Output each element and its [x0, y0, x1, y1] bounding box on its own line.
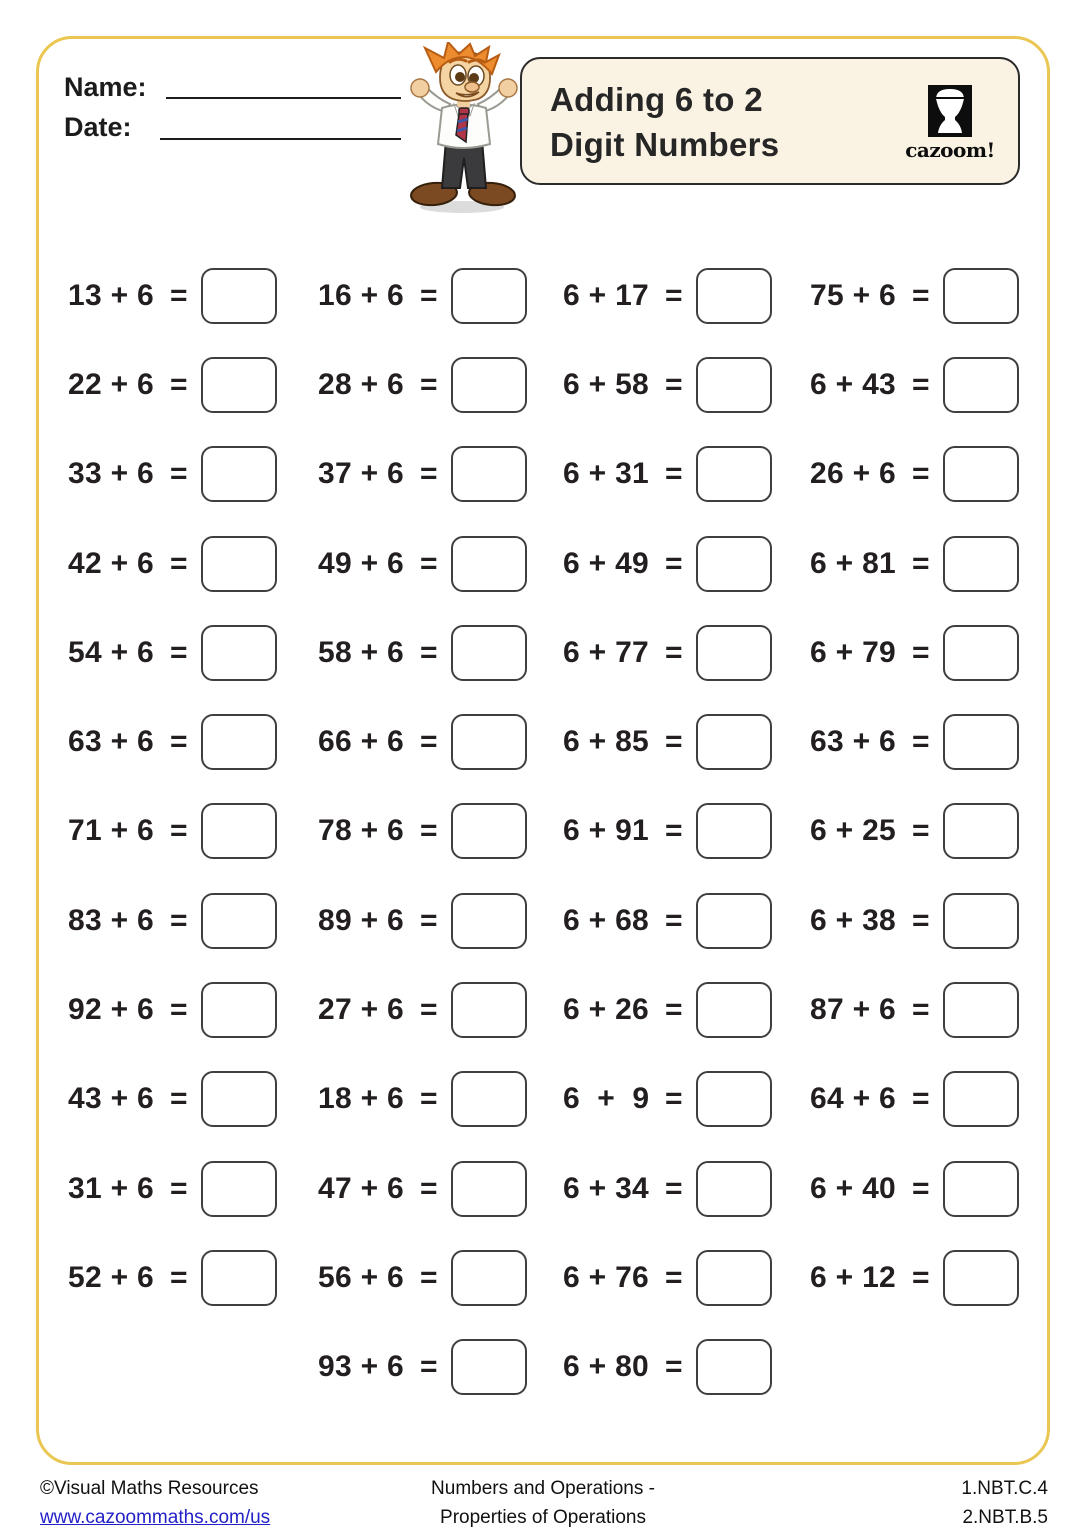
problem-cell	[563, 340, 810, 429]
equals-sign: =	[420, 725, 438, 759]
problem-expression: 6 + 43	[810, 367, 897, 401]
problem-expression: 64 + 6	[810, 1082, 897, 1116]
problem-expression: 52 + 6	[68, 1260, 155, 1294]
problem-expression: 6 + 12	[810, 1260, 897, 1294]
equals-sign: =	[912, 1260, 930, 1294]
problem-cell	[68, 876, 318, 965]
problem-cell	[318, 965, 563, 1054]
answer-box[interactable]	[696, 357, 772, 413]
problem-cell	[318, 876, 563, 965]
problem-cell	[318, 430, 563, 519]
problem-expression: 18 + 6	[318, 1082, 405, 1116]
name-field-line[interactable]	[166, 97, 401, 99]
problem-cell	[563, 251, 810, 340]
answer-box[interactable]	[696, 1339, 772, 1395]
problem-cell	[318, 1055, 563, 1144]
answer-box[interactable]	[943, 536, 1019, 592]
answer-box[interactable]	[451, 536, 527, 592]
answer-box[interactable]	[696, 446, 772, 502]
equals-sign: =	[912, 546, 930, 580]
answer-box[interactable]	[201, 1071, 277, 1127]
footer-topic-block	[0, 1474, 1086, 1532]
title-line-1: Adding 6 to 2	[550, 81, 763, 118]
problem-expression: 6 + 9	[563, 1082, 650, 1116]
problem-cell	[810, 876, 1048, 965]
answer-box[interactable]	[943, 625, 1019, 681]
answer-box[interactable]	[451, 803, 527, 859]
equals-sign: =	[170, 814, 188, 848]
problem-cell	[563, 1233, 810, 1322]
problem-expression: 58 + 6	[318, 635, 405, 669]
answer-box[interactable]	[201, 357, 277, 413]
problem-expression: 6 + 77	[563, 635, 650, 669]
problem-cell	[68, 608, 318, 697]
answer-box[interactable]	[451, 1071, 527, 1127]
problem-expression: 28 + 6	[318, 367, 405, 401]
problem-cell	[68, 1055, 318, 1144]
problem-expression: 26 + 6	[810, 457, 897, 491]
answer-box[interactable]	[201, 1250, 277, 1306]
problem-expression: 6 + 38	[810, 903, 897, 937]
website-link[interactable]: www.cazoommaths.com/us	[40, 1507, 271, 1528]
problem-cell	[68, 1233, 318, 1322]
problem-expression: 71 + 6	[68, 814, 155, 848]
problem-cell	[810, 251, 1048, 340]
equals-sign: =	[665, 1260, 683, 1294]
answer-box[interactable]	[696, 714, 772, 770]
answer-box[interactable]	[943, 893, 1019, 949]
equals-sign: =	[665, 635, 683, 669]
equals-sign: =	[912, 903, 930, 937]
problem-expression: 6 + 81	[810, 546, 897, 580]
problem-cell	[318, 608, 563, 697]
equals-sign: =	[912, 635, 930, 669]
equals-sign: =	[420, 1260, 438, 1294]
problem-cell	[318, 1323, 563, 1412]
equals-sign: =	[170, 546, 188, 580]
mascot-illustration	[398, 42, 530, 214]
equals-sign: =	[170, 1082, 188, 1116]
problem-cell	[68, 251, 318, 340]
answer-box[interactable]	[201, 625, 277, 681]
problem-cell	[810, 1055, 1048, 1144]
problem-cell	[563, 697, 810, 786]
answer-box[interactable]	[696, 1250, 772, 1306]
answer-box[interactable]	[696, 268, 772, 324]
equals-sign: =	[170, 1260, 188, 1294]
cazoom-logo-word: cazoom!	[905, 138, 995, 162]
equals-sign: =	[420, 993, 438, 1027]
name-label: Name:	[64, 72, 147, 102]
problem-expression: 6 + 79	[810, 635, 897, 669]
answer-box[interactable]	[451, 982, 527, 1038]
equals-sign: =	[420, 903, 438, 937]
equals-sign: =	[170, 1171, 188, 1205]
problem-cell	[563, 876, 810, 965]
equals-sign: =	[912, 725, 930, 759]
equals-sign: =	[912, 814, 930, 848]
answer-box[interactable]	[696, 803, 772, 859]
answer-box[interactable]	[943, 357, 1019, 413]
equals-sign: =	[665, 278, 683, 312]
equals-sign: =	[420, 278, 438, 312]
answer-box[interactable]	[696, 1071, 772, 1127]
problem-expression: 6 + 68	[563, 903, 650, 937]
problem-cell	[810, 1144, 1048, 1233]
equals-sign: =	[170, 367, 188, 401]
equals-sign: =	[170, 635, 188, 669]
problems-grid	[68, 251, 1048, 1412]
answer-box[interactable]	[696, 982, 772, 1038]
title-box	[520, 57, 1020, 185]
problem-cell	[68, 965, 318, 1054]
answer-box[interactable]	[943, 268, 1019, 324]
equals-sign: =	[170, 903, 188, 937]
answer-box[interactable]	[943, 714, 1019, 770]
equals-sign: =	[420, 546, 438, 580]
problem-expression: 6 + 25	[810, 814, 897, 848]
problem-expression: 78 + 6	[318, 814, 405, 848]
problem-expression: 6 + 49	[563, 546, 650, 580]
worksheet-title	[550, 77, 779, 167]
problem-expression: 6 + 58	[563, 367, 650, 401]
equals-sign: =	[420, 1171, 438, 1205]
equals-sign: =	[665, 457, 683, 491]
problem-cell	[68, 697, 318, 786]
answer-box[interactable]	[696, 625, 772, 681]
problem-cell	[563, 787, 810, 876]
answer-box[interactable]	[943, 446, 1019, 502]
problem-cell	[318, 519, 563, 608]
problem-expression: 22 + 6	[68, 367, 155, 401]
problem-expression: 75 + 6	[810, 278, 897, 312]
answer-box[interactable]	[943, 982, 1019, 1038]
problem-cell	[68, 340, 318, 429]
problem-expression: 6 + 26	[563, 993, 650, 1027]
problem-cell	[318, 787, 563, 876]
standard-code-1: 1.NBT.C.4	[961, 1478, 1048, 1499]
equals-sign: =	[912, 278, 930, 312]
problem-expression: 6 + 40	[810, 1171, 897, 1205]
equals-sign: =	[665, 1350, 683, 1384]
problem-expression: 6 + 85	[563, 725, 650, 759]
problem-cell	[563, 519, 810, 608]
answer-box[interactable]	[451, 268, 527, 324]
problem-expression: 6 + 91	[563, 814, 650, 848]
problem-cell	[68, 430, 318, 519]
problem-cell	[810, 697, 1048, 786]
problem-expression: 42 + 6	[68, 546, 155, 580]
problem-cell	[68, 1323, 318, 1412]
equals-sign: =	[665, 1082, 683, 1116]
equals-sign: =	[912, 1082, 930, 1116]
problem-expression: 63 + 6	[810, 725, 897, 759]
equals-sign: =	[665, 367, 683, 401]
problem-cell	[563, 1144, 810, 1233]
equals-sign: =	[912, 367, 930, 401]
answer-box[interactable]	[201, 536, 277, 592]
problem-cell	[810, 340, 1048, 429]
problem-cell	[810, 1233, 1048, 1322]
answer-box[interactable]	[201, 893, 277, 949]
problem-cell	[318, 340, 563, 429]
equals-sign: =	[420, 367, 438, 401]
problem-expression: 6 + 17	[563, 278, 650, 312]
problem-cell	[810, 608, 1048, 697]
problem-expression: 92 + 6	[68, 993, 155, 1027]
answer-box[interactable]	[943, 1161, 1019, 1217]
problem-cell	[318, 1144, 563, 1233]
equals-sign: =	[665, 725, 683, 759]
problem-expression: 83 + 6	[68, 903, 155, 937]
answer-box[interactable]	[201, 268, 277, 324]
problem-expression: 87 + 6	[810, 993, 897, 1027]
problem-expression: 6 + 31	[563, 457, 650, 491]
problem-cell	[810, 965, 1048, 1054]
problem-expression: 56 + 6	[318, 1260, 405, 1294]
answer-box[interactable]	[451, 714, 527, 770]
equals-sign: =	[420, 1082, 438, 1116]
equals-sign: =	[420, 1350, 438, 1384]
footer-standards-block	[961, 1474, 1048, 1532]
equals-sign: =	[665, 814, 683, 848]
problem-expression: 6 + 34	[563, 1171, 650, 1205]
standard-code-2: 2.NBT.B.5	[962, 1507, 1048, 1528]
problem-cell	[810, 430, 1048, 519]
equals-sign: =	[665, 903, 683, 937]
cazoom-drum-icon	[928, 85, 972, 137]
problem-expression: 33 + 6	[68, 457, 155, 491]
equals-sign: =	[912, 457, 930, 491]
equals-sign: =	[170, 725, 188, 759]
problem-expression: 43 + 6	[68, 1082, 155, 1116]
equals-sign: =	[420, 635, 438, 669]
equals-sign: =	[665, 546, 683, 580]
answer-box[interactable]	[696, 893, 772, 949]
problem-expression: 89 + 6	[318, 903, 405, 937]
cazoom-logo	[905, 85, 995, 162]
problem-cell	[318, 251, 563, 340]
answer-box[interactable]	[943, 1071, 1019, 1127]
problem-cell	[563, 608, 810, 697]
problem-cell	[68, 1144, 318, 1233]
equals-sign: =	[665, 993, 683, 1027]
problem-expression: 63 + 6	[68, 725, 155, 759]
equals-sign: =	[912, 1171, 930, 1205]
equals-sign: =	[420, 457, 438, 491]
answer-box[interactable]	[451, 1250, 527, 1306]
copyright-text: ©Visual Maths Resources	[40, 1478, 259, 1499]
problem-expression: 6 + 76	[563, 1260, 650, 1294]
answer-box[interactable]	[201, 982, 277, 1038]
problem-cell	[563, 430, 810, 519]
answer-box[interactable]	[451, 1339, 527, 1395]
equals-sign: =	[420, 814, 438, 848]
problem-expression: 93 + 6	[318, 1350, 405, 1384]
answer-box[interactable]	[201, 1161, 277, 1217]
problem-cell	[810, 519, 1048, 608]
problem-expression: 6 + 80	[563, 1350, 650, 1384]
answer-box[interactable]	[943, 1250, 1019, 1306]
problem-expression: 27 + 6	[318, 993, 405, 1027]
problem-cell	[318, 1233, 563, 1322]
equals-sign: =	[170, 278, 188, 312]
problem-expression: 37 + 6	[318, 457, 405, 491]
answer-box[interactable]	[696, 536, 772, 592]
topic-line-2: Properties of Operations	[440, 1507, 646, 1528]
equals-sign: =	[170, 993, 188, 1027]
problem-expression: 31 + 6	[68, 1171, 155, 1205]
answer-box[interactable]	[201, 446, 277, 502]
answer-box[interactable]	[451, 446, 527, 502]
answer-box[interactable]	[451, 625, 527, 681]
equals-sign: =	[912, 993, 930, 1027]
equals-sign: =	[170, 457, 188, 491]
topic-line-1: Numbers and Operations -	[431, 1478, 655, 1499]
answer-box[interactable]	[451, 357, 527, 413]
problem-cell	[68, 519, 318, 608]
problem-expression: 13 + 6	[68, 278, 155, 312]
answer-box[interactable]	[696, 1161, 772, 1217]
answer-box[interactable]	[451, 1161, 527, 1217]
answer-box[interactable]	[201, 714, 277, 770]
problem-cell	[318, 697, 563, 786]
problem-expression: 54 + 6	[68, 635, 155, 669]
problem-expression: 47 + 6	[318, 1171, 405, 1205]
problem-expression: 66 + 6	[318, 725, 405, 759]
problem-expression: 16 + 6	[318, 278, 405, 312]
answer-box[interactable]	[201, 803, 277, 859]
date-label: Date:	[64, 112, 132, 142]
answer-box[interactable]	[451, 893, 527, 949]
equals-sign: =	[665, 1171, 683, 1205]
date-field-line[interactable]	[160, 138, 401, 140]
problem-cell	[563, 965, 810, 1054]
problem-cell	[563, 1055, 810, 1144]
problem-cell	[810, 1323, 1048, 1412]
answer-box[interactable]	[943, 803, 1019, 859]
problem-cell	[810, 787, 1048, 876]
problem-cell	[563, 1323, 810, 1412]
title-line-2: Digit Numbers	[550, 126, 780, 163]
problem-cell	[68, 787, 318, 876]
problem-expression: 49 + 6	[318, 546, 405, 580]
